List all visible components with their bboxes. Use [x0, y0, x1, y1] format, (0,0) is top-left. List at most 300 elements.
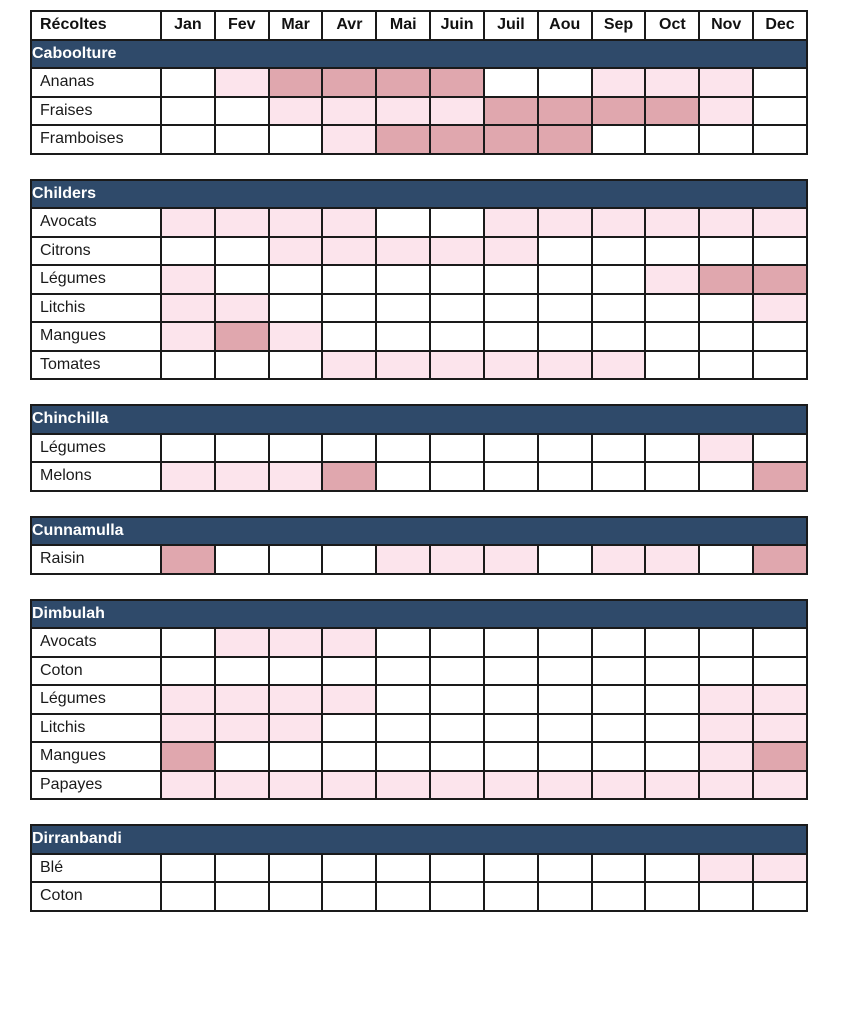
- month-cell: [269, 265, 323, 294]
- month-cell: [161, 237, 215, 266]
- month-cell: [215, 714, 269, 743]
- month-cell: [430, 882, 484, 911]
- month-cell: [322, 68, 376, 97]
- month-cell: [322, 714, 376, 743]
- region-row: [31, 517, 807, 546]
- month-cell: [538, 68, 592, 97]
- month-cell: [753, 628, 807, 657]
- month-cell: [161, 265, 215, 294]
- month-cell: [538, 351, 592, 380]
- month-cell: [269, 742, 323, 771]
- month-cell: [430, 434, 484, 463]
- month-cell: [322, 854, 376, 883]
- month-cell: [592, 657, 646, 686]
- month-cell: [215, 208, 269, 237]
- month-cell: [161, 68, 215, 97]
- month-header: Avr: [322, 11, 376, 40]
- month-cell: [322, 322, 376, 351]
- region-table: [30, 599, 808, 801]
- month-header: Fev: [215, 11, 269, 40]
- month-cell: [376, 462, 430, 491]
- month-cell: [215, 97, 269, 126]
- crop-row: [31, 628, 807, 657]
- month-cell: [484, 265, 538, 294]
- month-cell: [430, 125, 484, 154]
- month-cell: [430, 657, 484, 686]
- month-cell: [699, 628, 753, 657]
- month-cell: [592, 237, 646, 266]
- month-cell: [753, 854, 807, 883]
- crop-name: Litchis: [31, 294, 161, 323]
- month-cell: [161, 854, 215, 883]
- month-cell: [484, 462, 538, 491]
- month-cell: [322, 265, 376, 294]
- month-cell: [215, 854, 269, 883]
- month-cell: [538, 294, 592, 323]
- month-cell: [161, 657, 215, 686]
- crop-row: [31, 351, 807, 380]
- month-cell: [753, 265, 807, 294]
- month-cell: [269, 714, 323, 743]
- month-cell: [538, 714, 592, 743]
- month-cell: [538, 882, 592, 911]
- crop-row: [31, 685, 807, 714]
- month-cell: [269, 322, 323, 351]
- month-cell: [215, 434, 269, 463]
- month-cell: [376, 628, 430, 657]
- month-header: Oct: [645, 11, 699, 40]
- month-cell: [484, 545, 538, 574]
- month-cell: [161, 462, 215, 491]
- month-header: Sep: [592, 11, 646, 40]
- month-cell: [592, 434, 646, 463]
- month-cell: [753, 714, 807, 743]
- crop-row: [31, 125, 807, 154]
- month-cell: [161, 208, 215, 237]
- month-cell: [645, 351, 699, 380]
- month-cell: [322, 771, 376, 800]
- month-cell: [538, 771, 592, 800]
- month-cell: [430, 462, 484, 491]
- month-cell: [592, 351, 646, 380]
- month-cell: [538, 434, 592, 463]
- month-cell: [215, 545, 269, 574]
- month-cell: [645, 125, 699, 154]
- month-cell: [215, 685, 269, 714]
- month-cell: [322, 742, 376, 771]
- crop-name: Litchis: [31, 714, 161, 743]
- month-cell: [322, 351, 376, 380]
- month-cell: [699, 97, 753, 126]
- crop-name: Mangues: [31, 322, 161, 351]
- month-cell: [322, 208, 376, 237]
- month-cell: [376, 237, 430, 266]
- month-cell: [645, 97, 699, 126]
- month-cell: [699, 434, 753, 463]
- month-cell: [322, 657, 376, 686]
- month-header-row: [31, 11, 807, 40]
- month-cell: [322, 882, 376, 911]
- month-cell: [161, 322, 215, 351]
- month-cell: [269, 628, 323, 657]
- month-cell: [376, 545, 430, 574]
- month-cell: [484, 854, 538, 883]
- crop-row: [31, 714, 807, 743]
- crop-name: Papayes: [31, 771, 161, 800]
- month-cell: [161, 714, 215, 743]
- crop-row: [31, 742, 807, 771]
- month-cell: [645, 322, 699, 351]
- month-cell: [430, 628, 484, 657]
- crop-row: [31, 265, 807, 294]
- month-header: Jan: [161, 11, 215, 40]
- month-cell: [484, 434, 538, 463]
- month-cell: [161, 545, 215, 574]
- region-table: [30, 824, 808, 912]
- month-cell: [376, 657, 430, 686]
- crop-row: [31, 462, 807, 491]
- month-cell: [484, 714, 538, 743]
- month-header: Mai: [376, 11, 430, 40]
- month-cell: [592, 322, 646, 351]
- month-cell: [161, 771, 215, 800]
- crop-row: [31, 882, 807, 911]
- region-table: [30, 404, 808, 492]
- month-cell: [645, 742, 699, 771]
- month-header: Juin: [430, 11, 484, 40]
- crop-row: [31, 545, 807, 574]
- region-row: [31, 40, 807, 69]
- month-cell: [484, 322, 538, 351]
- month-cell: [269, 208, 323, 237]
- crop-name: Citrons: [31, 237, 161, 266]
- month-cell: [699, 742, 753, 771]
- month-cell: [484, 208, 538, 237]
- month-cell: [592, 854, 646, 883]
- month-cell: [430, 351, 484, 380]
- month-cell: [376, 125, 430, 154]
- month-cell: [645, 685, 699, 714]
- month-cell: [699, 294, 753, 323]
- month-cell: [645, 237, 699, 266]
- month-cell: [538, 657, 592, 686]
- month-cell: [592, 771, 646, 800]
- month-cell: [699, 714, 753, 743]
- month-header: Aou: [538, 11, 592, 40]
- month-cell: [430, 237, 484, 266]
- month-cell: [376, 265, 430, 294]
- month-cell: [484, 685, 538, 714]
- month-cell: [592, 462, 646, 491]
- month-cell: [592, 685, 646, 714]
- crop-name: Légumes: [31, 685, 161, 714]
- month-cell: [269, 351, 323, 380]
- month-cell: [430, 685, 484, 714]
- month-cell: [592, 714, 646, 743]
- month-cell: [699, 125, 753, 154]
- crop-name: Fraises: [31, 97, 161, 126]
- crop-row: [31, 434, 807, 463]
- crop-name: Coton: [31, 882, 161, 911]
- month-cell: [161, 434, 215, 463]
- month-cell: [753, 322, 807, 351]
- crop-row: [31, 657, 807, 686]
- month-cell: [215, 882, 269, 911]
- month-cell: [161, 125, 215, 154]
- crop-name: Raisin: [31, 545, 161, 574]
- month-cell: [592, 628, 646, 657]
- month-cell: [215, 742, 269, 771]
- month-cell: [538, 742, 592, 771]
- region-row: [31, 405, 807, 434]
- month-cell: [699, 545, 753, 574]
- month-cell: [322, 462, 376, 491]
- crop-row: [31, 237, 807, 266]
- month-cell: [215, 657, 269, 686]
- month-cell: [215, 294, 269, 323]
- month-cell: [430, 68, 484, 97]
- month-cell: [322, 237, 376, 266]
- month-cell: [484, 882, 538, 911]
- month-cell: [430, 771, 484, 800]
- month-cell: [376, 208, 430, 237]
- month-cell: [430, 854, 484, 883]
- month-cell: [322, 545, 376, 574]
- region-row: [31, 825, 807, 854]
- month-cell: [645, 657, 699, 686]
- month-cell: [645, 68, 699, 97]
- month-cell: [699, 685, 753, 714]
- month-cell: [645, 854, 699, 883]
- month-cell: [376, 854, 430, 883]
- month-cell: [484, 628, 538, 657]
- month-cell: [538, 237, 592, 266]
- month-cell: [753, 771, 807, 800]
- month-cell: [753, 742, 807, 771]
- month-cell: [161, 351, 215, 380]
- month-cell: [269, 685, 323, 714]
- month-cell: [269, 97, 323, 126]
- month-cell: [699, 265, 753, 294]
- harvest-calendar: [30, 10, 806, 912]
- month-cell: [322, 434, 376, 463]
- crop-name: Melons: [31, 462, 161, 491]
- month-cell: [538, 685, 592, 714]
- month-cell: [161, 882, 215, 911]
- month-cell: [376, 742, 430, 771]
- month-cell: [215, 771, 269, 800]
- month-cell: [538, 545, 592, 574]
- month-cell: [376, 351, 430, 380]
- month-cell: [269, 237, 323, 266]
- month-cell: [269, 434, 323, 463]
- month-cell: [592, 742, 646, 771]
- month-cell: [753, 68, 807, 97]
- crop-name: Légumes: [31, 265, 161, 294]
- region-row: [31, 180, 807, 209]
- month-cell: [753, 882, 807, 911]
- crop-name: Légumes: [31, 434, 161, 463]
- month-cell: [645, 545, 699, 574]
- month-cell: [430, 322, 484, 351]
- crop-name: Mangues: [31, 742, 161, 771]
- region-table: [30, 10, 808, 155]
- month-cell: [430, 97, 484, 126]
- month-cell: [753, 657, 807, 686]
- month-cell: [645, 208, 699, 237]
- month-cell: [322, 628, 376, 657]
- month-cell: [699, 657, 753, 686]
- month-cell: [269, 882, 323, 911]
- month-cell: [592, 125, 646, 154]
- month-cell: [484, 657, 538, 686]
- region-row: [31, 600, 807, 629]
- crop-row: [31, 68, 807, 97]
- month-cell: [484, 294, 538, 323]
- month-cell: [753, 125, 807, 154]
- month-cell: [376, 882, 430, 911]
- month-cell: [699, 237, 753, 266]
- month-cell: [753, 208, 807, 237]
- month-header: Juil: [484, 11, 538, 40]
- month-cell: [538, 322, 592, 351]
- month-cell: [753, 545, 807, 574]
- month-cell: [430, 265, 484, 294]
- crop-row: [31, 208, 807, 237]
- month-cell: [161, 97, 215, 126]
- month-cell: [484, 351, 538, 380]
- month-cell: [430, 294, 484, 323]
- crop-name: Coton: [31, 657, 161, 686]
- month-cell: [269, 545, 323, 574]
- month-cell: [376, 714, 430, 743]
- month-cell: [215, 237, 269, 266]
- month-cell: [376, 685, 430, 714]
- month-cell: [753, 237, 807, 266]
- crop-name: Avocats: [31, 208, 161, 237]
- month-cell: [538, 854, 592, 883]
- month-cell: [376, 322, 430, 351]
- month-header: Dec: [753, 11, 807, 40]
- crop-row: [31, 294, 807, 323]
- month-cell: [215, 322, 269, 351]
- month-cell: [484, 97, 538, 126]
- crop-row: [31, 771, 807, 800]
- month-cell: [269, 462, 323, 491]
- month-cell: [592, 882, 646, 911]
- month-cell: [484, 742, 538, 771]
- month-cell: [322, 685, 376, 714]
- month-cell: [430, 208, 484, 237]
- month-cell: [376, 771, 430, 800]
- crop-row: [31, 97, 807, 126]
- month-cell: [699, 882, 753, 911]
- crop-name: Framboises: [31, 125, 161, 154]
- crop-name: Avocats: [31, 628, 161, 657]
- month-cell: [753, 434, 807, 463]
- month-cell: [645, 265, 699, 294]
- month-cell: [592, 208, 646, 237]
- month-cell: [269, 771, 323, 800]
- crop-name: Blé: [31, 854, 161, 883]
- month-cell: [376, 68, 430, 97]
- month-cell: [538, 125, 592, 154]
- month-cell: [592, 97, 646, 126]
- month-cell: [538, 462, 592, 491]
- crop-name: Tomates: [31, 351, 161, 380]
- month-cell: [269, 854, 323, 883]
- region-table: [30, 179, 808, 381]
- month-cell: [753, 685, 807, 714]
- month-header: Nov: [699, 11, 753, 40]
- month-cell: [753, 351, 807, 380]
- region-name: Childers: [31, 180, 807, 209]
- month-cell: [376, 294, 430, 323]
- month-cell: [699, 322, 753, 351]
- month-cell: [538, 97, 592, 126]
- month-cell: [322, 294, 376, 323]
- month-cell: [322, 125, 376, 154]
- month-cell: [645, 462, 699, 491]
- month-cell: [215, 125, 269, 154]
- month-cell: [161, 294, 215, 323]
- month-cell: [538, 208, 592, 237]
- region-name: Dimbulah: [31, 600, 807, 629]
- month-cell: [430, 714, 484, 743]
- month-cell: [592, 294, 646, 323]
- month-cell: [592, 265, 646, 294]
- month-header: Mar: [269, 11, 323, 40]
- month-cell: [484, 237, 538, 266]
- month-cell: [430, 742, 484, 771]
- month-cell: [699, 854, 753, 883]
- crop-name: Ananas: [31, 68, 161, 97]
- month-cell: [215, 265, 269, 294]
- month-cell: [538, 265, 592, 294]
- month-cell: [753, 97, 807, 126]
- month-cell: [161, 628, 215, 657]
- region-name: Cunnamulla: [31, 517, 807, 546]
- month-cell: [269, 294, 323, 323]
- month-cell: [753, 462, 807, 491]
- month-cell: [699, 351, 753, 380]
- month-cell: [269, 125, 323, 154]
- month-cell: [538, 628, 592, 657]
- month-cell: [592, 545, 646, 574]
- month-cell: [484, 771, 538, 800]
- month-cell: [645, 434, 699, 463]
- month-cell: [645, 714, 699, 743]
- month-cell: [269, 657, 323, 686]
- month-cell: [645, 771, 699, 800]
- crop-row: [31, 854, 807, 883]
- region-name: Chinchilla: [31, 405, 807, 434]
- header-label: Récoltes: [31, 11, 161, 40]
- month-cell: [753, 294, 807, 323]
- region-name: Caboolture: [31, 40, 807, 69]
- month-cell: [376, 434, 430, 463]
- region-name: Dirranbandi: [31, 825, 807, 854]
- month-cell: [269, 68, 323, 97]
- month-cell: [645, 294, 699, 323]
- month-cell: [484, 125, 538, 154]
- month-cell: [215, 628, 269, 657]
- month-cell: [699, 208, 753, 237]
- month-cell: [592, 68, 646, 97]
- month-cell: [484, 68, 538, 97]
- region-table: [30, 516, 808, 575]
- month-cell: [215, 351, 269, 380]
